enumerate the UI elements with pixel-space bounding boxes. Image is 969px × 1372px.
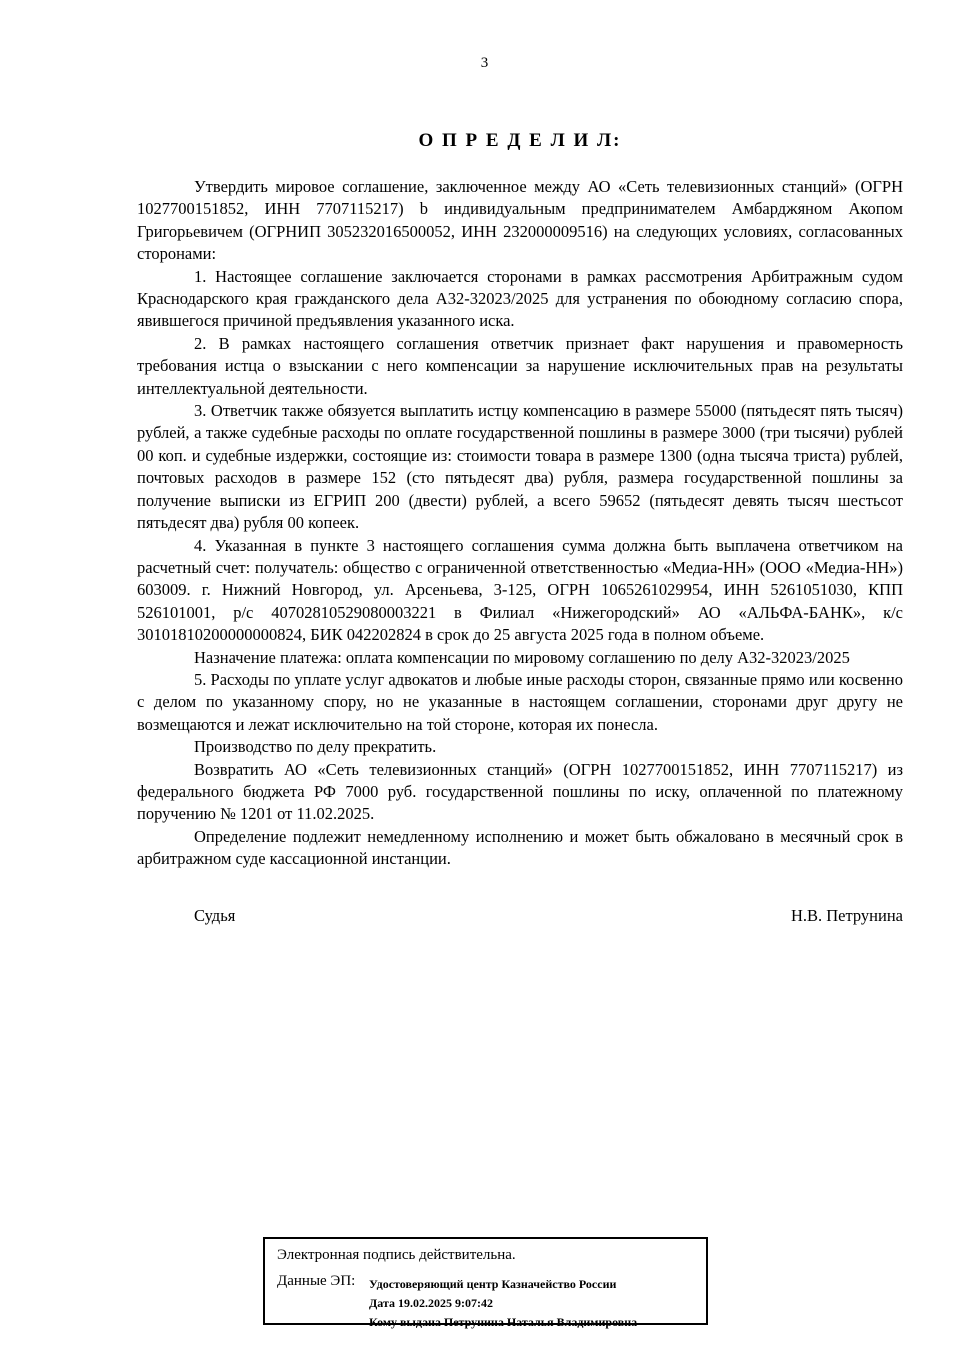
paragraph-intro: Утвердить мировое соглашение, заключенное между АО «Сеть телевизионных станций» (ОГРН 1027700151852, ИНН 7707115217) b индивидуальным предпринимателем Амбарджяном Акопом Григорьевичем (ОГРНИП 305232016500052, ИНН 232000009516) на следующих условиях, согласованных сторонами: — [137, 177, 903, 264]
stamp-detail-date: Дата 19.02.2025 9:07:42 — [369, 1296, 493, 1310]
paragraph-item-2: 2. В рамках настоящего соглашения ответчик признает факт нарушения и правомерность требования истца о взыскании с него компенсации за нарушение исключительных прав на результаты интеллектуальной деятельности. — [137, 333, 903, 398]
electronic-signature-stamp — [263, 1237, 708, 1329]
stamp-data-label: Данные ЭП: — [277, 1273, 356, 1289]
paragraph-appeal-terms: Определение подлежит немедленному исполнению и может быть обжаловано в месячный срок в арбитражном суде кассационной инстанции. — [137, 826, 903, 869]
paragraph-payment-purpose: Назначение платежа: оплата компенсации по мировому соглашению по делу А32-32023/2025 — [194, 647, 850, 667]
stamp-data-row — [277, 1273, 694, 1332]
paragraph-item-1: 1. Настоящее соглашение заключается сторонами в рамках рассмотрения Арбитражным судом Краснодарского края гражданского дела А32-32023/2025 для устранения по обоюдному согласию спора, явившегося причиной предъявления указанного иска. — [137, 266, 903, 331]
paragraph-case-termination: Производство по делу прекратить. — [194, 737, 437, 757]
stamp-detail-certifier: Удостоверяющий центр Казначейство России — [369, 1277, 617, 1291]
stamp-details — [369, 1273, 637, 1332]
paragraph-item-3: 3. Ответчик также обязуется выплатить истцу компенсацию в размере 55000 (пятьдесят пять тысяч) рублей, а также судебные расходы по оплате государственной пошлины в размере 3000 (три тысячи) рублей 00 коп. и судебные издержки, состоящие из: стоимости товара в размере 1300 (одна тысяча триста) рублей, почтовых расходов в размере 152 (сто пятьдесят два) рубля, размера государственной пошлины за получение выписки из ЕГРИП 200 (двести) рублей, а всего 59652 (пятьдесят девять тысяч шестьсот пятьдесят два) рубля 00 копеек. — [137, 401, 903, 533]
page-number: 3 — [480, 55, 489, 71]
ruling-title: О П Р Е Д Е Л И Л: — [418, 130, 622, 151]
signature-row — [137, 905, 903, 927]
judge-name: Н.В. Петрунина — [790, 905, 903, 925]
paragraph-item-5: 5. Расходы по уплате услуг адвокатов и любые иные расходы сторон, связанные прямо или косвенно с делом по указанному спору, но не указанные в настоящем соглашении, сторонами друг другу не возмещаются и лежат исключительно на той стороне, которая их понесла. — [137, 669, 903, 734]
document-content — [137, 130, 903, 927]
judge-label: Судья — [194, 905, 236, 925]
stamp-valid-text: Электронная подпись действительна. — [277, 1247, 516, 1263]
paragraph-item-4: 4. Указанная в пункте 3 настоящего соглашения сумма должна быть выплачена ответчиком на расчетный счет: получатель: общество с ограниченной ответственностью «Медиа-НН» (ООО «Медиа-НН») 603009. г. Нижний Новгород, ул. Арсеньева, 3-125, ОГРН 1065261029954, ИНН 5261051030, КПП 526101001, р/с 40702810529080003221 в Филиал «Нижегородский» АО «АЛЬФА-БАНК», к/с 30101810200000000824, БИК 042202824 в срок до 25 августа 2025 года в полном объеме. — [137, 535, 903, 645]
stamp-detail-issued-to: Кому выдана Петрунина Наталья Владимировна — [369, 1315, 638, 1329]
paragraph-fee-return: Возвратить АО «Сеть телевизионных станций» (ОГРН 1027700151852, ИНН 7707115217) из федерального бюджета РФ 7000 руб. государственной пошлины по иску, оплаченной по платежному поручению № 1201 от 11.02.2025. — [137, 759, 903, 824]
